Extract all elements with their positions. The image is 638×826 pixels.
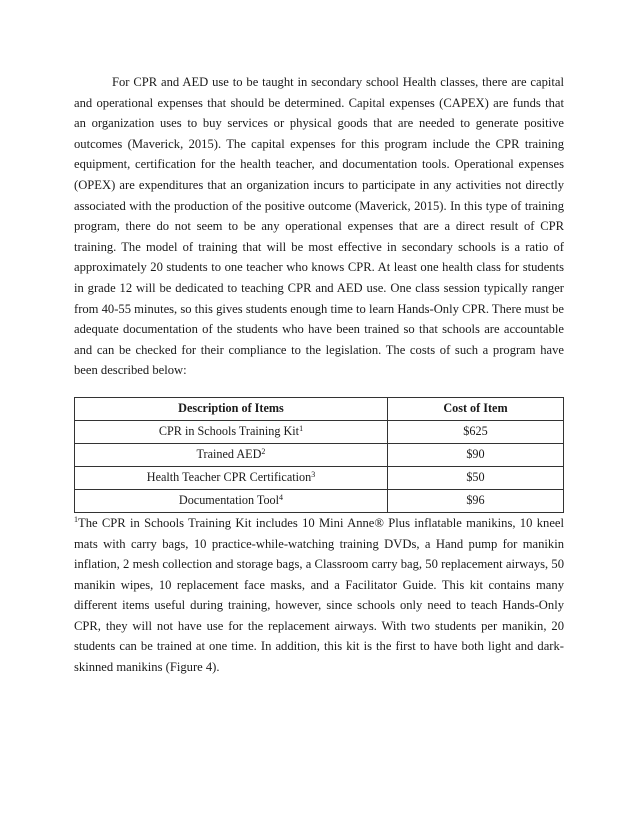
footnote-ref: 1 bbox=[299, 424, 304, 434]
item-cell bbox=[75, 443, 388, 466]
cost-table bbox=[74, 397, 564, 513]
table-row bbox=[75, 489, 564, 512]
item-cell bbox=[75, 420, 388, 443]
item-cell bbox=[75, 466, 388, 489]
cost-cell: $90 bbox=[387, 443, 563, 466]
header-cost: Cost of Item bbox=[387, 397, 563, 420]
table-row bbox=[75, 443, 564, 466]
table-row bbox=[75, 420, 564, 443]
header-description: Description of Items bbox=[75, 397, 388, 420]
footnote-marker: 1 bbox=[74, 514, 78, 524]
footnote bbox=[74, 513, 564, 678]
table-row bbox=[75, 466, 564, 489]
cost-cell: $50 bbox=[387, 466, 563, 489]
footnote-ref: 3 bbox=[311, 470, 316, 480]
cost-cell: $625 bbox=[387, 420, 563, 443]
footnote-text: The CPR in Schools Training Kit includes 10 Mini Anne® Plus inflatable manikins, 10 kneel mats with carry bags, 10 practice-while-watching training DVDs, a Hand pump for manikin inflation, 2 mesh collection and storage bags, a Classroom carry bag, 50 replacement airways, 50 manikin wipes, 10 replacement face masks, and a Facilitator Guide. This kit contains many different items useful during training, however, since schools only need to teach Hands-Only CPR, they will not have use for the replacement airways. With two students per manikin, 20 students can be trained at one time. In addition, this kit is the first to have both light and dark-skinned manikins (Figure 4). bbox=[74, 515, 564, 675]
footnote-ref: 2 bbox=[261, 447, 266, 457]
table-header-row bbox=[75, 397, 564, 420]
item-cell bbox=[75, 489, 388, 512]
cost-cell: $96 bbox=[387, 489, 563, 512]
item-name: Health Teacher CPR Certification bbox=[146, 470, 312, 485]
item-name: CPR in Schools Training Kit bbox=[158, 424, 300, 439]
item-name: Trained AED bbox=[196, 447, 262, 462]
footnote-ref: 4 bbox=[279, 493, 284, 503]
item-name: Documentation Tool bbox=[178, 493, 280, 508]
body-paragraph: For CPR and AED use to be taught in secondary school Health classes, there are capital and operational expenses that should be determined. Capital expenses (CAPEX) are funds that an organization uses to buy services or physical goods that are needed to generate positive outcomes (Maverick, 2015). The capital expenses for this program include the CPR training equipment, certification for the health teacher, and documentation tools. Operational expenses (OPEX) are expenditures that an organization incurs to participate in any activities not directly associated with the production of the positive outcome (Maverick, 2015). In this type of training program, there do not seem to be any operational expenses that are a direct result of CPR training. The model of training that will be most effective in secondary schools is a ratio of approximately 20 students to one teacher who knows CPR. At least one health class for students in grade 12 will be dedicated to teaching CPR and AED use. One class session typically ranger from 40-55 minutes, so this gives students enough time to learn Hands-Only CPR. There must be adequate documentation of the students who have been trained so that schools are accountable and can be checked for their compliance to the legislation. The costs of such a program have been described below: bbox=[74, 75, 564, 378]
